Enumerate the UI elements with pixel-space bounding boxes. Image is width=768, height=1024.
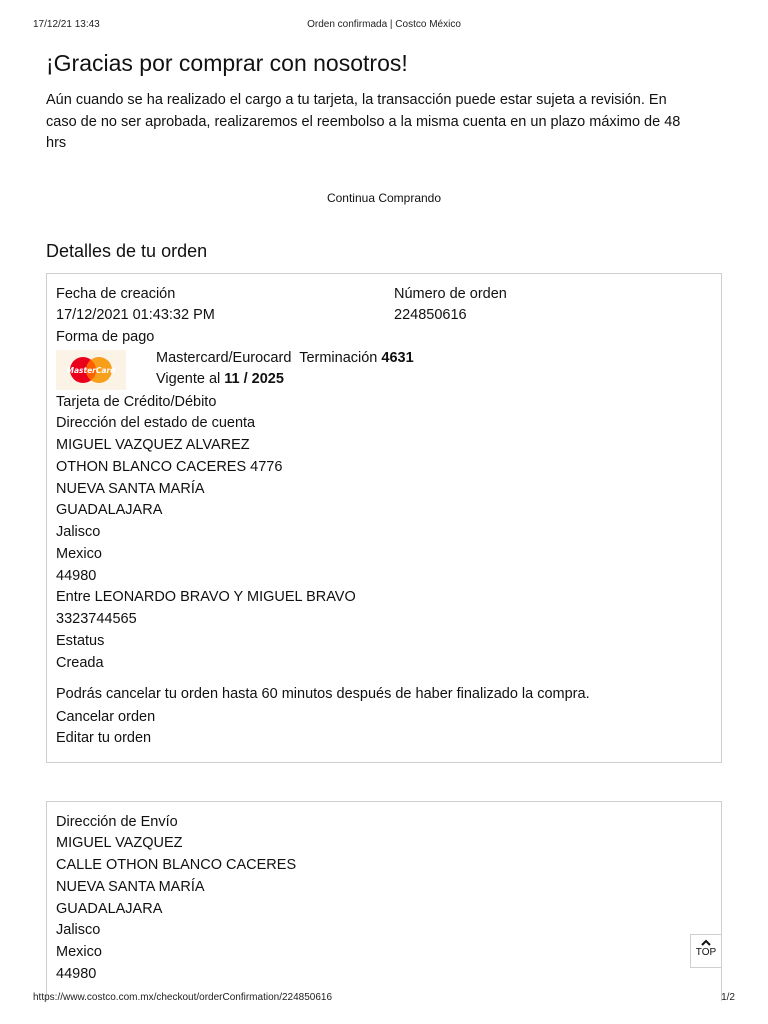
shipping-country: Mexico (56, 944, 102, 960)
continue-shopping-link[interactable]: Continua Comprando (326, 191, 442, 205)
chevron-up-icon (701, 939, 711, 946)
back-to-top-label: TOP (695, 947, 717, 958)
created-date-value: 17/12/2021 01:43:32 PM (56, 307, 215, 323)
shipping-state: Jalisco (56, 922, 101, 938)
notice-line-3: hrs (46, 135, 67, 151)
print-footer (33, 992, 735, 1003)
mastercard-logo-text: MasterCard (66, 366, 116, 375)
print-url: https://www.costco.com.mx/checkout/orderConfirmation/224850616 (33, 992, 333, 1003)
billing-phone: 3323744565 (56, 611, 137, 627)
cancel-order-link[interactable]: Cancelar orden (56, 709, 156, 725)
print-datetime: 17/12/21 13:43 (33, 19, 100, 30)
billing-zip: 44980 (56, 568, 97, 584)
billing-city: GUADALAJARA (56, 502, 163, 518)
order-number-label: Número de orden (394, 286, 507, 302)
cancel-notice: Podrás cancelar tu orden hasta 60 minutos después de haber finalizado la compra. (56, 686, 590, 702)
payment-method-label: Forma de pago (56, 329, 155, 345)
mastercard-icon (56, 350, 126, 390)
print-page-title: Orden confirmada | Costco México (307, 19, 461, 30)
shipping-address-label: Dirección de Envío (56, 814, 178, 830)
card-valid-label: Vigente al (156, 371, 221, 387)
print-header (33, 19, 735, 30)
notice-line-2: caso de no ser aprobada, realizaremos el reembolso a la misma cuenta en un plazo máximo de 48 (46, 113, 681, 130)
edit-order-link[interactable]: Editar tu orden (56, 730, 152, 746)
billing-street: OTHON BLANCO CACERES 4776 (56, 459, 283, 475)
status-value: Creada (56, 655, 104, 671)
billing-colony: NUEVA SANTA MARÍA (56, 481, 205, 497)
billing-between-streets: Entre LEONARDO BRAVO Y MIGUEL BRAVO (56, 589, 356, 605)
order-details-panel (46, 273, 722, 763)
billing-country: Mexico (56, 546, 102, 562)
card-valid-line (156, 369, 284, 391)
card-brand: Mastercard/Eurocard (156, 350, 292, 366)
billing-state: Jalisco (56, 524, 101, 540)
charge-notice (46, 90, 726, 155)
card-valid-value: 11 / 2025 (224, 371, 284, 387)
shipping-colony: NUEVA SANTA MARÍA (56, 879, 205, 895)
billing-address-label: Dirección del estado de cuenta (56, 415, 256, 431)
status-label: Estatus (56, 633, 105, 649)
created-date-label: Fecha de creación (56, 286, 176, 302)
card-type: Tarjeta de Crédito/Débito (56, 394, 217, 410)
card-ending-value: 4631 (381, 350, 414, 366)
shipping-name: MIGUEL VAZQUEZ (56, 835, 183, 851)
card-ending-label: Terminación (299, 350, 378, 366)
print-page-number: 1/2 (721, 992, 735, 1003)
back-to-top-button[interactable] (690, 934, 722, 968)
shipping-zip: 44980 (56, 966, 97, 982)
mastercard-logo (56, 350, 126, 390)
shipping-panel (46, 801, 722, 1001)
billing-name: MIGUEL VAZQUEZ ALVAREZ (56, 437, 250, 453)
page-title: ¡Gracias por comprar con nosotros! (46, 50, 408, 76)
order-number-value: 224850616 (394, 307, 467, 323)
notice-line-1: Aún cuando se ha realizado el cargo a tu tarjeta, la transacción puede estar sujeta a revisión. En (46, 92, 667, 108)
shipping-street: CALLE OTHON BLANCO CACERES (56, 857, 297, 873)
shipping-city: GUADALAJARA (56, 901, 163, 917)
card-brand-line (156, 348, 414, 370)
order-details-title: Detalles de tu orden (46, 241, 208, 261)
